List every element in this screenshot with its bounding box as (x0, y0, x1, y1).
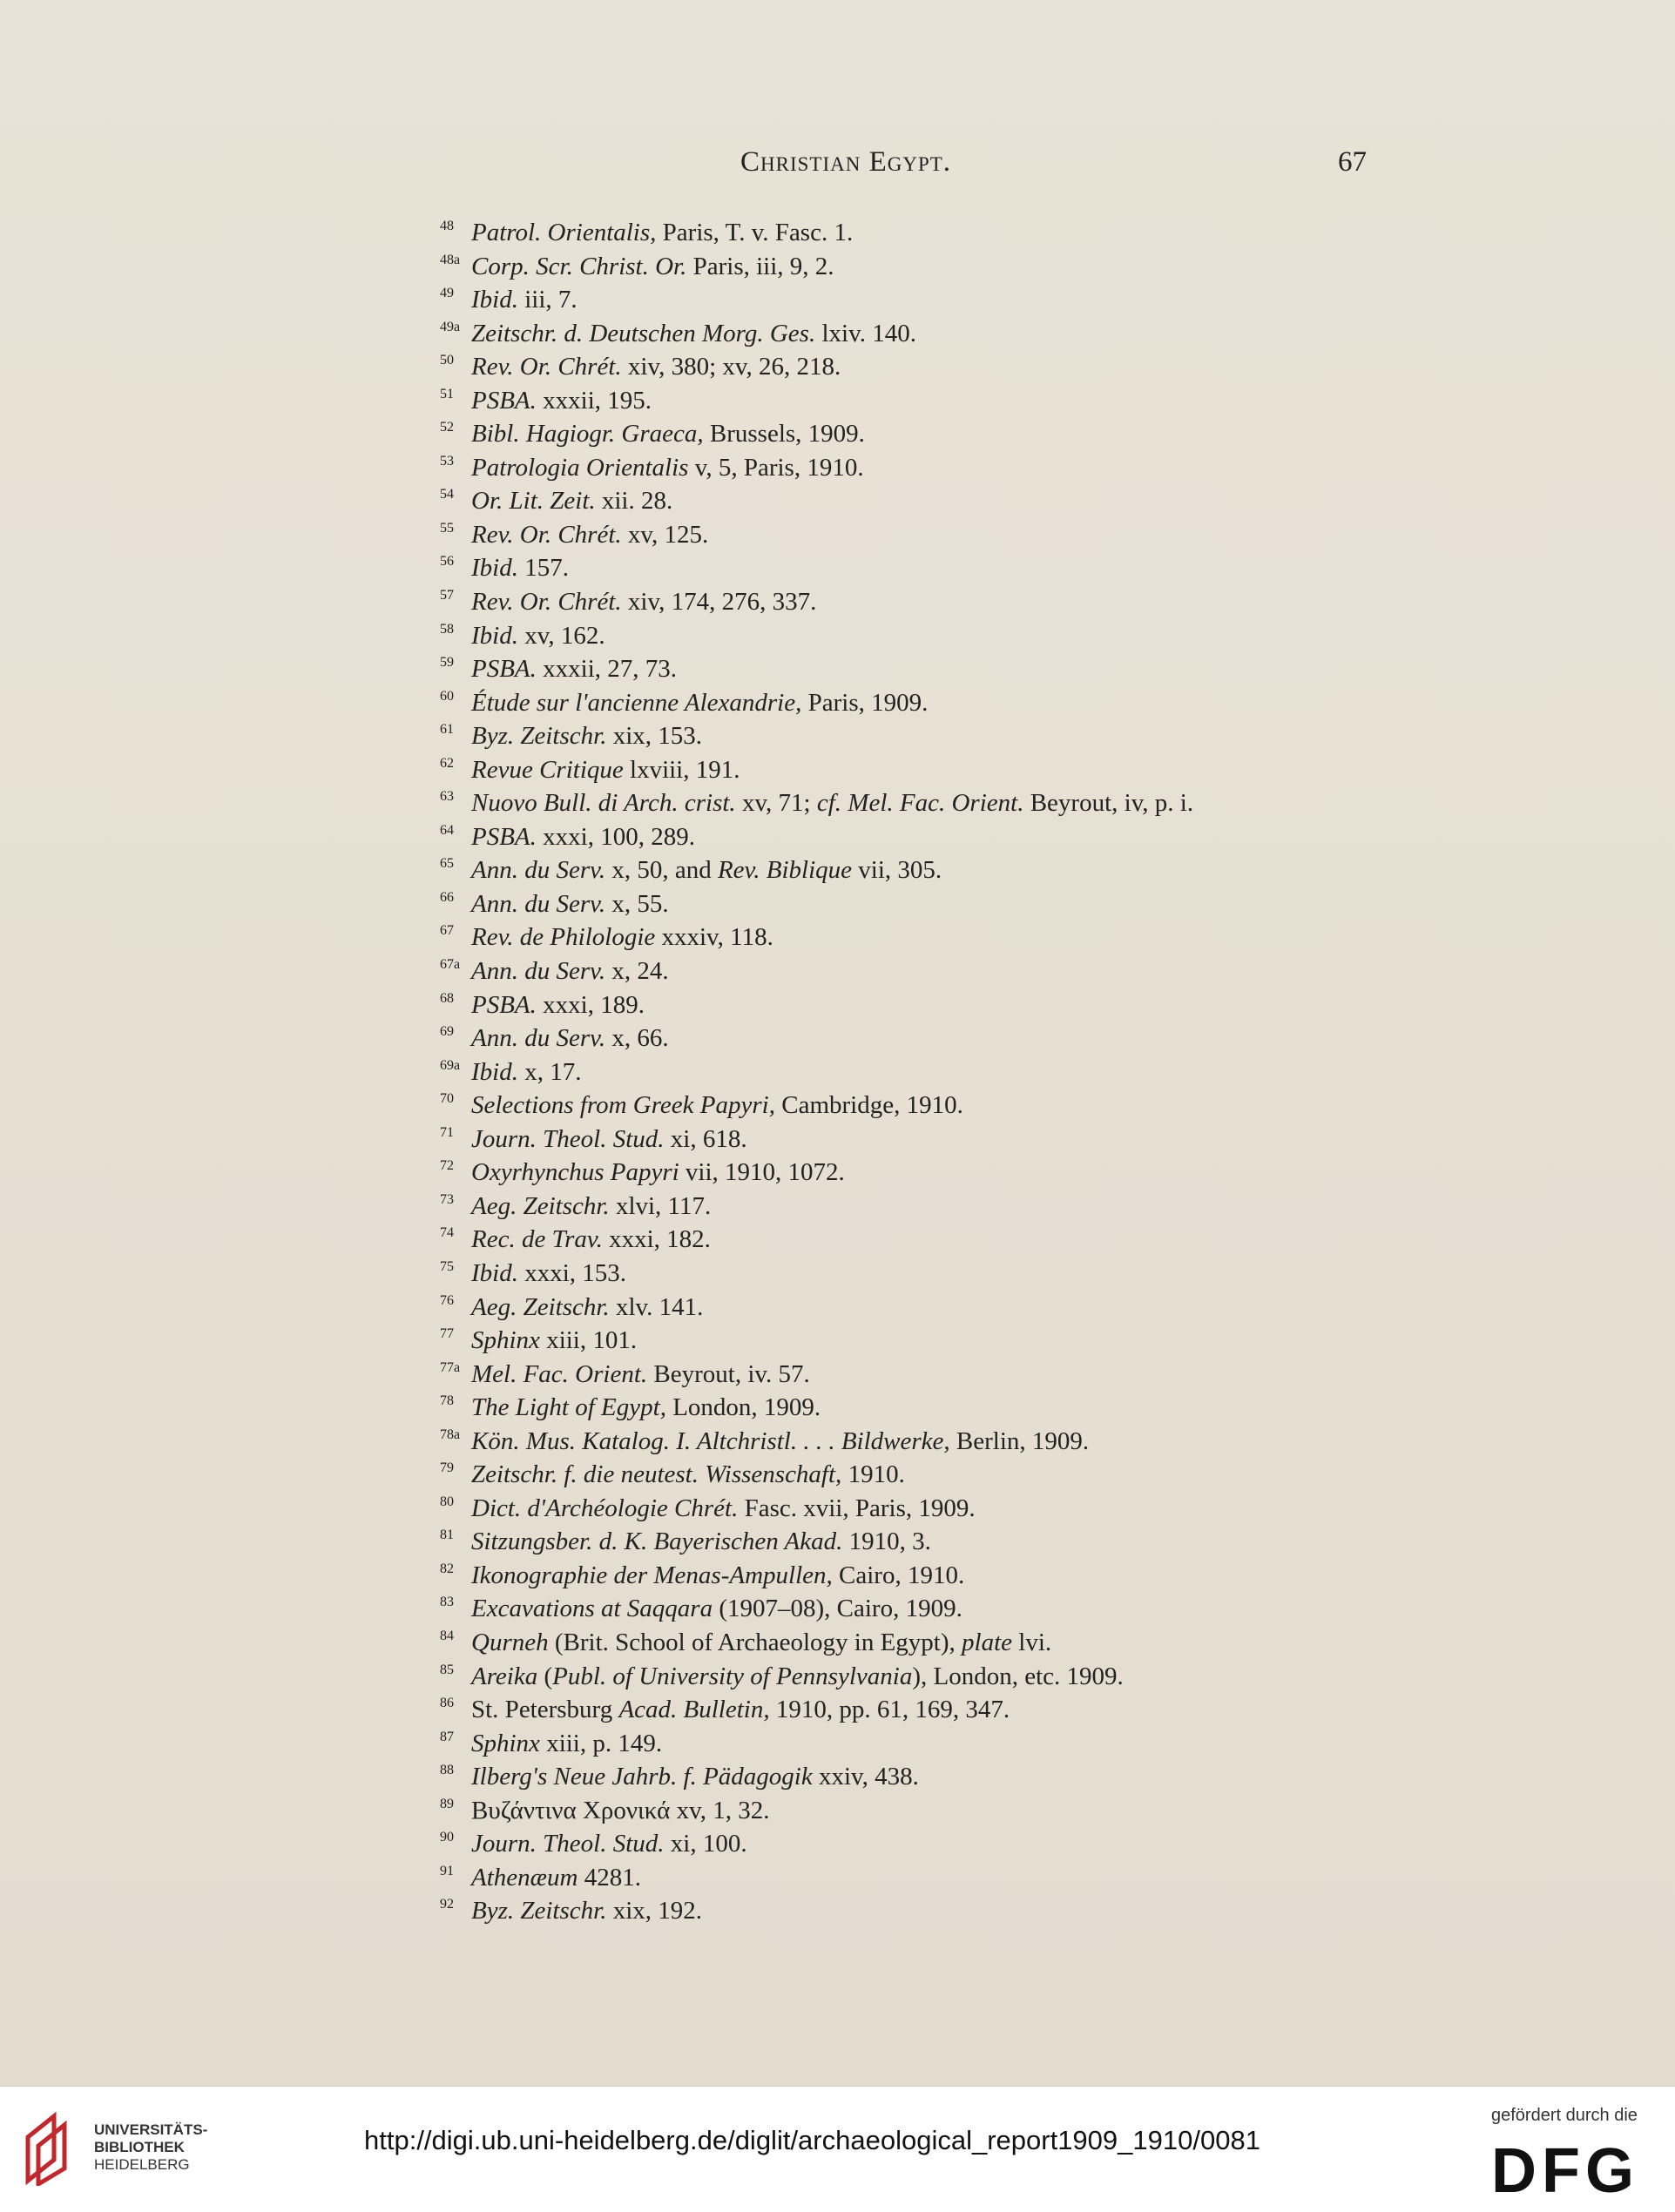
footnote-number: 71 (440, 1124, 454, 1140)
footnote-number: 66 (440, 889, 454, 905)
footnote-item (440, 1089, 1398, 1123)
footnote-item (440, 551, 1398, 585)
footnote-text: ( (537, 1662, 553, 1690)
footnote-text: Patrol. Orientalis, (471, 219, 657, 246)
footnote-text: Revue Critique (471, 755, 624, 784)
footnote-number: 58 (440, 621, 454, 637)
footnote-item (440, 1525, 1398, 1559)
footnote-text: Paris, iii, 9, 2. (686, 252, 834, 280)
footnote-number: 81 (440, 1527, 454, 1543)
footnote-text: Ann. du Serv. (471, 957, 606, 986)
footnote-text: Journ. Theol. Stud. (471, 1830, 665, 1858)
footnote-number: 53 (440, 453, 454, 469)
footnote-number: 69 (440, 1024, 454, 1040)
footnote-text: The Light of Egypt, (471, 1393, 666, 1422)
footnote-item (440, 1055, 1398, 1089)
footnote-number: 77 (440, 1326, 454, 1342)
footnote-item (440, 786, 1398, 820)
footnote-text: Publ. of University of Pennsylvania (552, 1662, 913, 1690)
footnote-number: 56 (440, 554, 454, 570)
footnote-item (440, 1458, 1398, 1492)
footnote-text: Cairo, 1910. (832, 1561, 965, 1589)
footnote-item (440, 1391, 1398, 1425)
footnote-item (440, 719, 1398, 753)
footnote-text: 157. (517, 554, 569, 583)
footnote-item (440, 1861, 1398, 1895)
footnote-number: 61 (440, 722, 454, 738)
footnote-text: xii. 28. (595, 487, 673, 516)
footnote-text: x, 66. (605, 1024, 669, 1053)
footnote-text: xiv, 380; xv, 26, 218. (621, 353, 841, 381)
footnote-text: xxxi, 182. (602, 1225, 711, 1254)
footnote-text: Ibid. (471, 1258, 518, 1287)
footnote-text: Beyrout, iv, p. i. (1023, 789, 1194, 818)
footnote-text: Rec. de Trav. (471, 1225, 603, 1254)
footnote-item (440, 1760, 1398, 1794)
footnote-text: Paris, 1909. (801, 688, 929, 717)
footnote-text: 1910. (841, 1460, 905, 1489)
footnote-number: 78a (440, 1426, 461, 1442)
footnote-text: Ann. du Serv. (471, 1024, 606, 1053)
footnote-text: Patrologia Orientalis (471, 453, 689, 482)
footnote-number: 91 (440, 1863, 454, 1878)
footnote-item (440, 921, 1398, 954)
funding-label: gefördert durch die (1491, 2106, 1638, 2125)
footnote-item (440, 887, 1398, 921)
page-number: 67 (1338, 146, 1367, 178)
footnote-number: 85 (440, 1662, 454, 1677)
footnote-text: xv, 162. (517, 621, 605, 650)
footnote-item (440, 853, 1398, 887)
footnote-text: Sphinx (471, 1729, 540, 1757)
footnote-text: Nuovo Bull. di Arch. crist. (471, 789, 736, 818)
footnote-number: 68 (440, 990, 454, 1006)
footnote-text: Kön. Mus. Katalog. I. Altchristl. . . . Bildwerke, (471, 1426, 950, 1455)
footnote-text: Ikonographie der Menas-Ampullen, (471, 1561, 833, 1589)
footnote-text: 4281. (577, 1863, 641, 1892)
footnote-text: (1907–08), Cairo, 1909. (713, 1595, 962, 1623)
footnote-text: London, 1909. (665, 1393, 821, 1422)
footnote-item (440, 1727, 1398, 1761)
footnote-item (440, 988, 1398, 1022)
footnote-text: Βυζάντινα Χρονικά xv, 1, 32. (471, 1796, 770, 1824)
footnote-text: Ann. du Serv. (471, 856, 606, 885)
footnote-item (440, 250, 1398, 284)
footnote-text: xlv. 141. (609, 1292, 704, 1321)
footnote-text: Zeitschr. f. die neutest. Wissenschaft, (471, 1460, 842, 1489)
footnote-item (440, 451, 1398, 485)
footnote-item (440, 1223, 1398, 1257)
footnote-item (440, 317, 1398, 351)
footnote-text: PSBA. (471, 822, 537, 851)
footnote-text: Aeg. Zeitschr. (471, 1191, 610, 1220)
permalink-url[interactable]: http://digi.ub.uni-heidelberg.de/diglit/archaeological_report1909_1910/0081 (364, 2125, 1260, 2155)
library-name-line: UNIVERSITÄTS- (94, 2121, 208, 2138)
footnote-number: 67 (440, 923, 454, 939)
footnote-number: 55 (440, 520, 454, 536)
footnote-text: Brussels, 1909. (703, 420, 865, 448)
running-title: Christian Egypt. (740, 146, 952, 178)
footnote-item (440, 1123, 1398, 1157)
footnote-number: 73 (440, 1191, 454, 1207)
footnote-text: lxiv. 140. (815, 319, 916, 347)
footnote-text: lxviii, 191. (623, 755, 740, 784)
footnote-text: Paris, T. v. Fasc. 1. (656, 219, 854, 246)
library-name-line: BIBLIOTHEK (94, 2139, 185, 2155)
footnote-item (440, 686, 1398, 720)
footnote-item (440, 1693, 1398, 1727)
footnote-item (440, 619, 1398, 653)
footnote-item (440, 1022, 1398, 1055)
footnote-text: xxxi, 100, 289. (536, 822, 695, 851)
footnote-item (440, 1592, 1398, 1626)
footnote-item (440, 216, 1398, 250)
footnote-number: 70 (440, 1091, 454, 1107)
footnote-text: Ibid. (471, 621, 518, 650)
footnote-text: 1910, 3. (842, 1527, 931, 1556)
footnote-text: xi, 100. (664, 1830, 747, 1858)
footnote-number: 69a (440, 1057, 461, 1073)
footnote-text: Rev. Or. Chrét. (471, 353, 622, 381)
footnote-text: lvi. (1012, 1628, 1052, 1656)
footnote-number: 65 (440, 856, 454, 872)
footnote-text: Selections from Greek Papyri, (471, 1091, 775, 1120)
footnote-number: 60 (440, 688, 454, 704)
footnote-item (440, 350, 1398, 384)
footnote-item (440, 1559, 1398, 1593)
footnote-text: Or. Lit. Zeit. (471, 487, 596, 516)
footnote-text: xxxi, 153. (517, 1258, 627, 1287)
footnote-number: 79 (440, 1460, 454, 1476)
footnote-text: PSBA. (471, 655, 537, 684)
footnote-item (440, 518, 1398, 552)
footnote-number: 80 (440, 1494, 454, 1509)
footnote-text: Rev. Or. Chrét. (471, 520, 622, 549)
footnote-text: vii, 1910, 1072. (679, 1158, 845, 1187)
footnote-item (440, 753, 1398, 787)
footnote-text: Aeg. Zeitschr. (471, 1292, 610, 1321)
footnote-text: plate (962, 1628, 1013, 1656)
footnote-text: x, 55. (605, 889, 669, 918)
footnote-item (440, 484, 1398, 518)
footnote-number: 48 (440, 219, 454, 233)
footnote-number: 83 (440, 1595, 454, 1610)
footnote-text: Ibid. (471, 1057, 518, 1086)
footnote-text: Oxyrhynchus Papyri (471, 1158, 679, 1187)
footnote-number: 74 (440, 1225, 454, 1241)
footnote-text: x, 24. (605, 957, 669, 986)
footnote-text: Areika (471, 1662, 538, 1690)
footnote-text: Mel. Fac. Orient. (471, 1359, 648, 1388)
footnote-text: Sphinx (471, 1326, 540, 1355)
footnote-text: Byz. Zeitschr. (471, 1897, 607, 1925)
footnote-text: v, 5, Paris, 1910. (688, 453, 864, 482)
footnote-text: (Brit. School of Archaeology in Egypt), (548, 1628, 962, 1656)
footnote-text: xlvi, 117. (609, 1191, 712, 1220)
footnote-text: xiv, 174, 276, 337. (621, 588, 817, 617)
footnote-number: 62 (440, 755, 454, 771)
footnote-number: 52 (440, 420, 454, 435)
footnote-text: Journ. Theol. Stud. (471, 1124, 665, 1153)
footnote-number: 90 (440, 1830, 454, 1845)
footnote-number: 51 (440, 386, 454, 401)
footnote-number: 64 (440, 822, 454, 838)
footnote-text: xxxi, 189. (536, 990, 645, 1019)
footnote-number: 77a (440, 1359, 461, 1375)
footnote-text: Rev. Or. Chrét. (471, 588, 622, 617)
footnote-text: Ibid. (471, 554, 518, 583)
footnote-text: Corp. Scr. Christ. Or. (471, 252, 687, 280)
footnote-item (440, 954, 1398, 988)
footnote-number: 84 (440, 1628, 454, 1643)
footnote-text: Excavations at Saqqara (471, 1595, 713, 1623)
footnote-number: 72 (440, 1158, 454, 1174)
footnote-item (440, 283, 1398, 317)
footnote-text: xv, 125. (621, 520, 709, 549)
footnote-item (440, 1156, 1398, 1190)
footnote-item (440, 384, 1398, 418)
footnote-number: 89 (440, 1796, 454, 1811)
footnote-number: 82 (440, 1561, 454, 1576)
footnote-text: xix, 192. (606, 1897, 703, 1925)
footnote-item (440, 585, 1398, 619)
footnote-text: iii, 7. (517, 286, 577, 314)
footnote-text: xxxiv, 118. (655, 923, 773, 952)
footnote-text: Qurneh (471, 1628, 549, 1656)
footnote-text: xxiv, 438. (812, 1763, 919, 1791)
footnote-list (440, 216, 1398, 1928)
footnote-item (440, 417, 1398, 451)
footnote-number: 57 (440, 588, 454, 604)
footnote-item (440, 1257, 1398, 1291)
footnote-text: x, 50, and (605, 856, 718, 885)
footnote-text: Étude sur l'ancienne Alexandrie, (471, 688, 802, 717)
footnote-number: 76 (440, 1292, 454, 1308)
footnote-number: 86 (440, 1696, 454, 1711)
footnote-text: PSBA. (471, 990, 537, 1019)
footnote-text: xiii, p. 149. (539, 1729, 663, 1757)
library-logo-icon (19, 2111, 82, 2186)
footnote-item (440, 1492, 1398, 1526)
footnote-number: 50 (440, 353, 454, 368)
footnote-item (440, 1358, 1398, 1392)
footer-bar (0, 2086, 1675, 2212)
footnote-text: 1910, pp. 61, 169, 347. (769, 1696, 1010, 1724)
footnote-text: Fasc. xvii, Paris, 1909. (738, 1494, 976, 1522)
running-header (0, 146, 1675, 190)
footnote-text: Rev. Biblique (717, 856, 853, 885)
footnote-item (440, 1324, 1398, 1358)
footnote-text: Bibl. Hagiogr. Graeca, (471, 420, 704, 448)
library-name-line: HEIDELBERG (94, 2156, 190, 2173)
footnote-text: Ilberg's Neue Jahrb. f. Pädagogik (471, 1763, 813, 1791)
footnote-number: 92 (440, 1897, 454, 1912)
footnote-text: Ibid. (471, 286, 518, 314)
footnote-number: 63 (440, 789, 454, 805)
footnote-number: 48a (440, 252, 461, 267)
footnote-text: Zeitschr. d. Deutschen Morg. Ges. (471, 319, 816, 347)
footnote-text: xxxii, 27, 73. (536, 655, 678, 684)
footnote-number: 67a (440, 957, 461, 973)
footnote-item (440, 1291, 1398, 1325)
footnote-text: xiii, 101. (539, 1326, 638, 1355)
footnote-text: PSBA. (471, 386, 537, 415)
footnote-text: xxxii, 195. (536, 386, 652, 415)
footnote-number: 78 (440, 1393, 454, 1409)
footnote-text: Byz. Zeitschr. (471, 722, 607, 751)
footnote-item (440, 1190, 1398, 1224)
footnote-item (440, 1626, 1398, 1660)
footnote-number: 49a (440, 319, 461, 334)
footnote-number: 59 (440, 655, 454, 671)
footnote-item (440, 1827, 1398, 1861)
footnote-item (440, 652, 1398, 686)
footnote-text: St. Petersburg (471, 1696, 619, 1724)
footnote-text: xix, 153. (606, 722, 703, 751)
footnote-text: Sitzungsber. d. K. Bayerischen Akad. (471, 1527, 843, 1556)
footnote-number: 75 (440, 1258, 454, 1274)
footnote-text: xi, 618. (664, 1124, 747, 1153)
footnote-text: Rev. de Philologie (471, 923, 656, 952)
footnote-item (440, 1425, 1398, 1459)
footnote-text: vii, 305. (852, 856, 942, 885)
footnote-text: cf. Mel. Fac. Orient. (816, 789, 1024, 818)
footnote-text: ), London, etc. 1909. (912, 1662, 1124, 1690)
footnote-text: Beyrout, iv. 57. (647, 1359, 810, 1388)
footnote-number: 87 (440, 1729, 454, 1744)
footnote-item (440, 820, 1398, 854)
footnote-item (440, 1660, 1398, 1694)
footnote-text: Athenæum (471, 1863, 578, 1892)
footnote-number: 49 (440, 286, 454, 301)
footnote-number: 88 (440, 1763, 454, 1778)
library-name (94, 2121, 207, 2174)
footnote-item (440, 1894, 1398, 1928)
dfg-logo: DFG (1491, 2136, 1639, 2206)
footnote-item (440, 1794, 1398, 1828)
footnote-text: xv, 71; (735, 789, 817, 818)
footnote-text: Cambridge, 1910. (774, 1091, 963, 1120)
footnote-text: Dict. d'Archéologie Chrét. (471, 1494, 739, 1522)
footnote-text: Acad. Bulletin, (618, 1696, 770, 1724)
footnote-text: Berlin, 1909. (949, 1426, 1090, 1455)
footnote-number: 54 (440, 487, 454, 502)
footnote-text: Ann. du Serv. (471, 889, 606, 918)
footnote-text: x, 17. (517, 1057, 582, 1086)
